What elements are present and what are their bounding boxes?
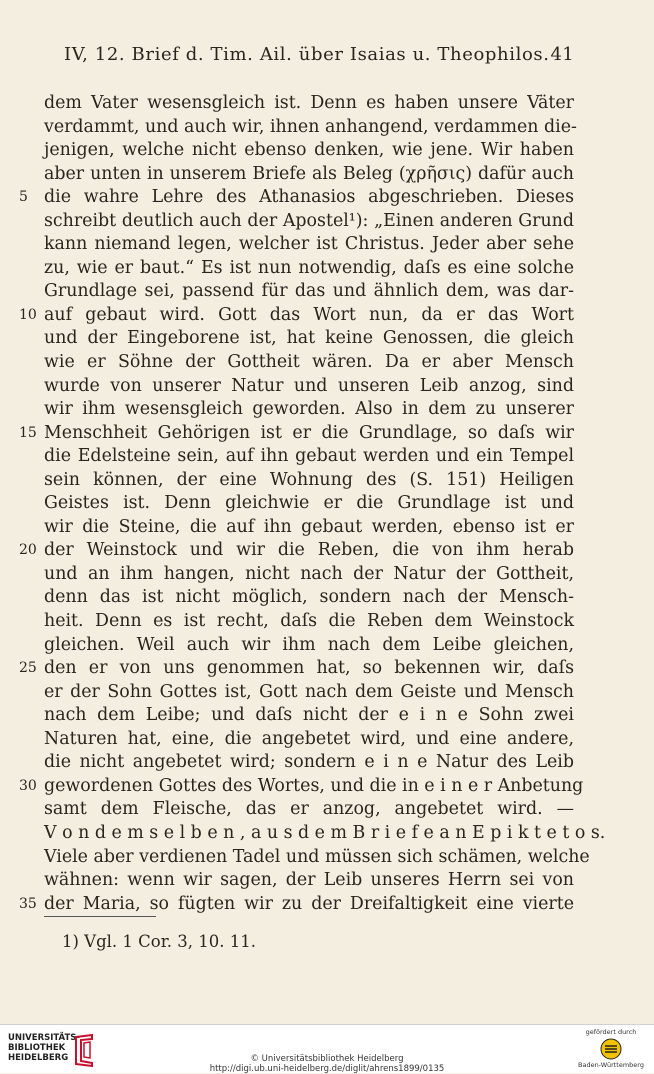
line-text: er der Sohn Gottes ist, Gott nach dem Geiste und Mensch (44, 682, 574, 702)
text-line (44, 422, 574, 446)
text-line (44, 327, 574, 351)
line-text: wir die Steine, die auf ihn gebaut werden, ebenso ist er (44, 517, 574, 537)
digitization-footer (0, 1024, 654, 1073)
line-text: dem Vater wesensgleich ist. Denn es haben unsere Väter (44, 93, 574, 113)
sponsor (576, 1028, 646, 1069)
line-number: 5 (19, 186, 41, 210)
text-line (44, 869, 574, 893)
line-text: samt dem Fleische, das er anzog, angebetet wird. — (44, 799, 574, 819)
text-line (44, 186, 574, 210)
line-text: gewordenen Gottes des Wortes, und die in e i n e r Anbetung (44, 776, 583, 796)
text-line (44, 233, 574, 257)
text-line (44, 469, 574, 493)
text-line (44, 516, 574, 540)
text-line (44, 728, 574, 752)
line-number: 20 (19, 539, 41, 563)
text-line (44, 210, 574, 234)
footnote: 1) Vgl. 1 Cor. 3, 10. 11. (62, 932, 256, 951)
text-line (44, 116, 574, 140)
line-text: die Edelsteine sein, auf ihn gebaut werden und ein Tempel (44, 446, 574, 466)
text-line (44, 610, 574, 634)
text-line (44, 704, 574, 728)
text-line (44, 492, 574, 516)
line-text: und an ihm hangen, nicht nach der Natur der Gottheit, (44, 564, 574, 584)
line-text: heit. Denn es ist recht, daſs die Reben dem Weinstock (44, 611, 574, 631)
credit (0, 1055, 654, 1074)
line-text: der Maria, so fügten wir zu der Dreifaltigkeit eine vierte (44, 894, 574, 914)
text-line (44, 398, 574, 422)
line-text: und der Eingeborene ist, hat keine Genossen, die gleich (44, 328, 574, 348)
text-line (44, 257, 574, 281)
sponsor-name: Baden-Württemberg (576, 1061, 646, 1069)
header-title: IV, 12. Brief d. Tim. Ail. über Isaias u. Theophilos. (64, 44, 550, 65)
page-number: 41 (550, 44, 574, 65)
text-line (44, 375, 574, 399)
line-number: 35 (19, 893, 41, 917)
line-text: die nicht angebetet wird; sondern e i n e Natur des Leib (44, 752, 574, 772)
funded-by-text: gefördert durch (576, 1028, 646, 1036)
line-text: wie er Söhne der Gottheit wären. Da er aber Mensch (44, 352, 574, 372)
text-line (44, 163, 574, 187)
text-line (44, 139, 574, 163)
text-line (44, 563, 574, 587)
line-text: nach dem Leibe; und daſs nicht der e i n e Sohn zwei (44, 705, 574, 725)
state-coat-of-arms-icon (600, 1038, 622, 1060)
footnote-rule (44, 916, 156, 917)
library-name-line3: HEIDELBERG (8, 1053, 98, 1063)
source-url[interactable]: http://digi.ub.uni-heidelberg.de/diglit/ahrens1899/0135 (0, 1065, 654, 1074)
library-name-line2: BIBLIOTHEK (8, 1043, 98, 1053)
text-line (44, 681, 574, 705)
text-line (44, 751, 574, 775)
line-number: 15 (19, 422, 41, 446)
line-text: auf gebaut wird. Gott das Wort nun, da er das Wort (44, 305, 574, 325)
line-number: 10 (19, 304, 41, 328)
line-text: Viele aber verdienen Tadel und müssen sich schämen, welche (44, 847, 590, 867)
text-line (44, 351, 574, 375)
line-text: wurde von unserer Natur und unseren Leib anzog, sind (44, 376, 574, 396)
line-text: Naturen hat, eine, die angebetet wird, und eine andere, (44, 729, 574, 749)
line-text: zu, wie er baut.“ Es ist nun notwendig, daſs es eine solche (44, 258, 574, 278)
text-line (44, 280, 574, 304)
line-text: verdammt, und auch wir, ihnen anhangend, verdammen die- (44, 117, 577, 137)
line-text: Grundlage sei, passend für das und ähnlich dem, was dar- (44, 281, 574, 301)
library-name-line1: UNIVERSITÄTS- (8, 1033, 98, 1043)
line-text: aber unten in unserem Briefe als Beleg (χρῆσις) dafür auch (44, 164, 574, 184)
line-text: die wahre Lehre des Athanasios abgeschrieben. Dieses (44, 187, 574, 207)
line-text: V o n d e m s e l b e n , a u s d e m B r i e f e a n E p i k t e t o s. (44, 823, 605, 843)
text-line (44, 539, 574, 563)
line-text: wähnen: wenn wir sagen, der Leib unseres Herrn sei von (44, 870, 574, 890)
text-line (44, 846, 574, 870)
line-text: den er von uns genommen hat, so bekennen wir, daſs (44, 658, 574, 678)
text-line (44, 304, 574, 328)
line-text: sein können, der eine Wohnung des (S. 151) Heiligen (44, 470, 574, 490)
line-text: Menschheit Gehörigen ist er die Grundlage, so daſs wir (44, 423, 574, 443)
running-header (64, 44, 574, 65)
copyright-text: © Universitätsbibliothek Heidelberg (0, 1055, 654, 1065)
text-line (44, 822, 574, 846)
text-line (44, 893, 574, 917)
line-text: wir ihm wesensgleich geworden. Also in dem zu unserer (44, 399, 574, 419)
line-text: denn das ist nicht möglich, sondern nach der Mensch- (44, 587, 574, 607)
line-text: schreibt deutlich auch der Apostel¹): „Einen anderen Grund (44, 211, 574, 231)
line-text: der Weinstock und wir die Reben, die von ihm herab (44, 540, 574, 560)
line-text: jenigen, welche nicht ebenso denken, wie jene. Wir haben (44, 140, 574, 160)
text-line (44, 445, 574, 469)
text-line (44, 92, 574, 116)
body-text (44, 92, 574, 916)
text-line (44, 586, 574, 610)
line-number: 30 (19, 775, 41, 799)
text-line (44, 634, 574, 658)
text-line (44, 657, 574, 681)
line-text: gleichen. Weil auch wir ihm nach dem Leibe gleichen, (44, 635, 574, 655)
line-number: 25 (19, 657, 41, 681)
line-text: kann niemand legen, welcher ist Christus. Jeder aber sehe (44, 234, 574, 254)
text-line (44, 798, 574, 822)
line-text: Geistes ist. Denn gleichwie er die Grundlage ist und (44, 493, 574, 513)
text-line (44, 775, 574, 799)
